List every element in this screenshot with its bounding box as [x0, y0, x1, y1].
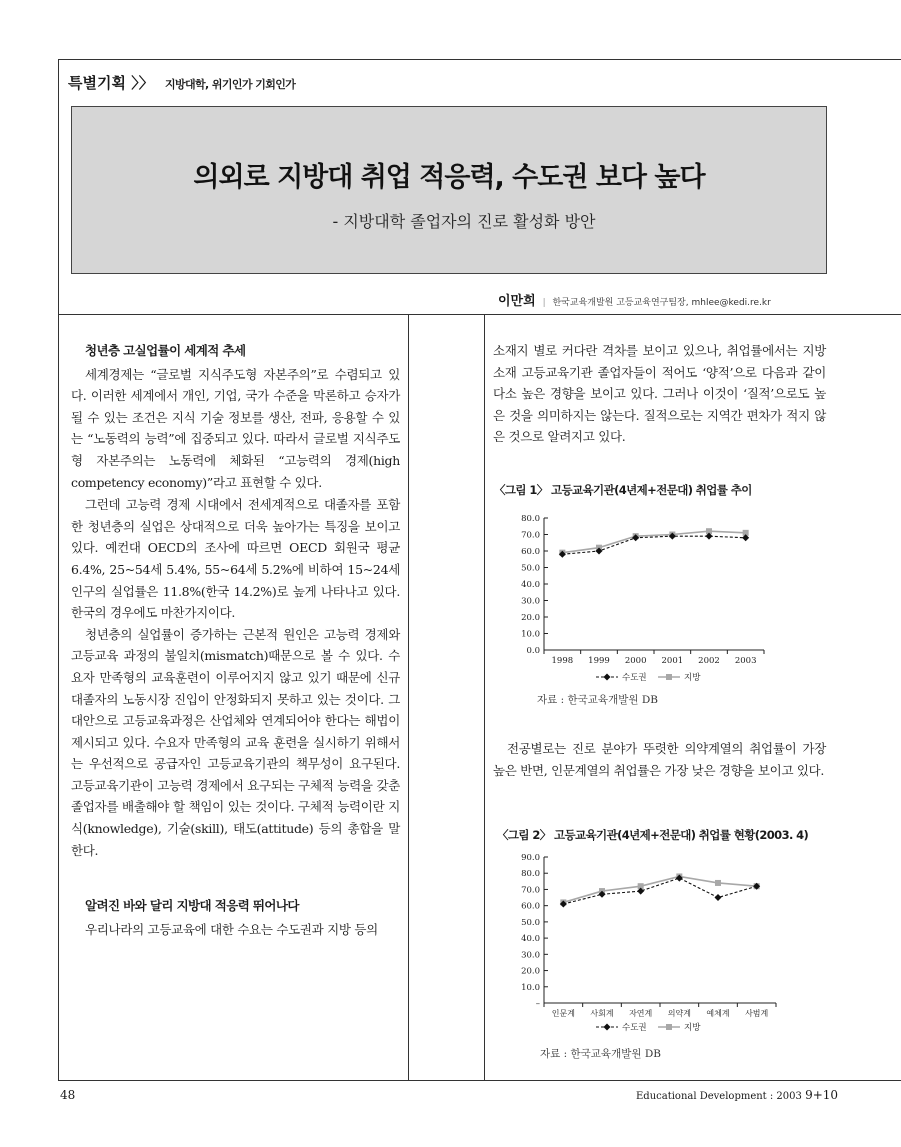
chart2-y-tick-label: 10.0	[521, 982, 540, 993]
chart2-x-tick-label: 사회계	[590, 1009, 614, 1018]
chart1-x-tick-label: 1998	[551, 656, 574, 666]
article-title: 의외로 지방대 취업 적응력, 수도권 보다 높다	[193, 162, 705, 193]
section-arrows: 〉〉	[131, 74, 154, 92]
paragraph-1: 세계경제는 “글로벌 지식주도형 자본주의”로 수렴되고 있다. 이러한 세계에서 개인, 기업, 국가 수준을 막론하고 승자가 될 수 있는 조건은 지식 기술 정보를 생산, 전파, 응용할 수 있는 “노동력의 능력”에 집중되고 있다. 따라서 글로벌 지식주도형 자본주의는 노동력에 체화된 “고능력의 경제(high competency economy)”라고 표현할 수 있다.	[71, 366, 400, 490]
chart2-y-tick-label: 90.0	[521, 853, 540, 863]
chart1-y-tick-label: 30.0	[521, 596, 540, 607]
chart1-x-tick-label: 2001	[661, 656, 684, 666]
right-paragraph-2: 전공별로는 진로 분야가 뚜렷한 의약계열의 취업률이 가장 높은 반면, 인문계열의 취업률은 가장 낮은 경향을 보이고 있다.	[493, 741, 826, 778]
chart2-y-tick-label: 30.0	[521, 950, 540, 961]
chart1-x-tick-label: 2000	[624, 656, 647, 666]
byline	[498, 290, 771, 309]
chart1-x-tick-label: 2003	[734, 656, 757, 666]
chart2-x-tick-label: 인문계	[551, 1009, 575, 1018]
paragraph-2: 그런데 고능력 경제 시대에서 전세계적으로 대졸자를 포함한 청년층의 실업은 상대적으로 더욱 높아가는 특징을 보이고 있다. 예컨대 OECD의 조사에 따르면 OECD 회원국 평균 6.4%, 25~54세 5.4%, 55~64세 5.2%에 비하여 15~24세 인구의 실업률은 11.8%(한국 14.2%)로 높게 나타나고 있다. 한국의 경우에도 마찬가지이다.	[71, 497, 400, 621]
chart2-series-region-point	[715, 880, 721, 886]
chart1-legend-region-label: 지방	[684, 673, 701, 683]
chart2-y-tick-label: 20.0	[521, 966, 540, 977]
paragraph-4: 우리나라의 고등교육에 대한 수요는 수도권과 지방 등의	[85, 921, 378, 937]
chart1-y-tick-label: 10.0	[521, 629, 540, 640]
article-subtitle: - 지방대학 졸업자의 진로 활성화 방안	[332, 212, 596, 231]
chart1-y-tick-label: 60.0	[521, 547, 540, 557]
chart1-legend-region-marker	[666, 674, 672, 680]
chart2-legend-region-marker	[666, 1024, 672, 1030]
author-affiliation: 한국교육개발원 고등교육연구팀장, mhlee@kedi.re.kr	[552, 298, 771, 308]
chart2-x-tick-label: 의약계	[667, 1009, 691, 1018]
chart2-y-tick-label: 60.0	[521, 901, 540, 912]
figure-1-source: 자료 : 한국교육개발원 DB	[537, 694, 658, 706]
chart1-series-region-line	[562, 531, 745, 552]
chart2-legend-capital-marker	[604, 1024, 611, 1031]
chart1-y-tick-label: 0.0	[526, 646, 540, 656]
byline-rule	[58, 314, 901, 315]
chart2-y-tick-label: 50.0	[521, 917, 540, 928]
section-tag	[68, 72, 295, 93]
right-paragraph-1: 소재지 별로 커다란 격차를 보이고 있으나, 취업률에서는 지방 소재 고등교육기관 졸업자들이 적어도 ‘양적’으로 다음과 같이 다소 높은 경향을 보이고 있다. 그러나 이것이 ‘질적’으로도 높은 것을 의미하지는 않는다. 질적으로는 지역간 편차가 적지 않은 것으로 알려지고 있다.	[493, 343, 826, 445]
figure-2-chart	[500, 848, 790, 1040]
chart2-y-tick-label: –	[535, 999, 540, 1009]
chart2-y-tick-label: 70.0	[521, 885, 540, 896]
chart1-y-tick-label: 80.0	[521, 514, 540, 524]
top-rule	[58, 59, 901, 60]
chart1-series-capital-line	[562, 536, 745, 554]
section-label: 특별기획	[68, 74, 126, 92]
chart1-y-tick-label: 70.0	[521, 530, 540, 541]
journal-issue: 9+10	[805, 1088, 839, 1102]
figure-2-title: 〈그림 2〉 고등교육기관(4년제+전문대) 취업률 현황(2003. 4)	[497, 828, 809, 842]
column-rule-left	[408, 314, 409, 1080]
section-heading-1: 청년층 고실업률이 세계적 추세	[85, 343, 246, 358]
chart2-series-region-line	[563, 876, 756, 902]
chart1-y-tick-label: 40.0	[521, 580, 540, 590]
chart1-legend-capital-marker	[604, 674, 611, 681]
journal-name: Educational Development : 2003	[636, 1091, 802, 1102]
figure-2-source: 자료 : 한국교육개발원 DB	[540, 1048, 661, 1060]
byline-separator: |	[542, 298, 546, 308]
author-name: 이만희	[498, 294, 536, 309]
column-rule-right	[484, 314, 485, 1080]
chart2-x-tick-label: 예체계	[706, 1009, 730, 1018]
chart2-y-tick-label: 80.0	[521, 869, 540, 880]
chart2-y-tick-label: 40.0	[521, 934, 540, 945]
right-column-mid	[493, 738, 826, 781]
left-rule	[58, 59, 59, 1081]
chart1-x-tick-label: 1999	[588, 656, 610, 666]
section-heading-2: 알려진 바와 달리 지방대 적응력 뛰어나다	[85, 898, 299, 914]
section-subtitle: 지방대학, 위기인가 기회인가	[164, 78, 296, 91]
chart2-legend-region-label: 지방	[684, 1023, 701, 1033]
chart2-x-tick-label: 자연계	[629, 1009, 653, 1018]
figure-1-title: 〈그림 1〉 고등교육기관(4년제+전문대) 취업률 추이	[494, 483, 752, 497]
left-column	[71, 340, 400, 940]
chart1-y-tick-label: 50.0	[521, 563, 540, 574]
title-box	[71, 106, 827, 274]
chart2-series-capital-point	[715, 894, 722, 901]
chart2-x-tick-label: 사범계	[745, 1009, 769, 1018]
chart2-legend-capital-label: 수도권	[622, 1023, 647, 1033]
page-number: 48	[60, 1088, 76, 1102]
chart1-y-tick-label: 20.0	[521, 613, 540, 623]
figure-1-chart	[500, 508, 780, 688]
chart1-x-tick-label: 2002	[698, 656, 720, 666]
right-column-top	[493, 340, 826, 448]
paragraph-3: 청년층의 실업률이 증가하는 근본적 원인은 고능력 경제와 고등교육 과정의 불일치(mismatch)때문으로 볼 수 있다. 수요자 만족형의 교육훈련이 이루어지지 않고 있기 때문에 신규 대졸자의 노동시장 진입이 안정화되지 못하고 있는 것이다. 그 대안으로 고등교육과정은 산업체와 연계되어야 한다는 해법이 제시되고 있다. 수요자 만족형의 교육 훈련을 실시하기 위해서는 우선적으로 공급자인 고등교육기관의 책무성이 요구된다. 고등교육기관이 고능력 경제에서 요구되는 구체적 능력을 갖춘 졸업자를 배출해야 할 책임이 있는 것이다. 구체적 능력이란 지식(knowledge), 기술(skill), 태도(attitude) 등의 총합을 말한다.	[71, 626, 400, 858]
bottom-rule	[58, 1080, 901, 1081]
chart1-legend-capital-label: 수도권	[622, 673, 647, 683]
footer-journal	[636, 1088, 838, 1102]
